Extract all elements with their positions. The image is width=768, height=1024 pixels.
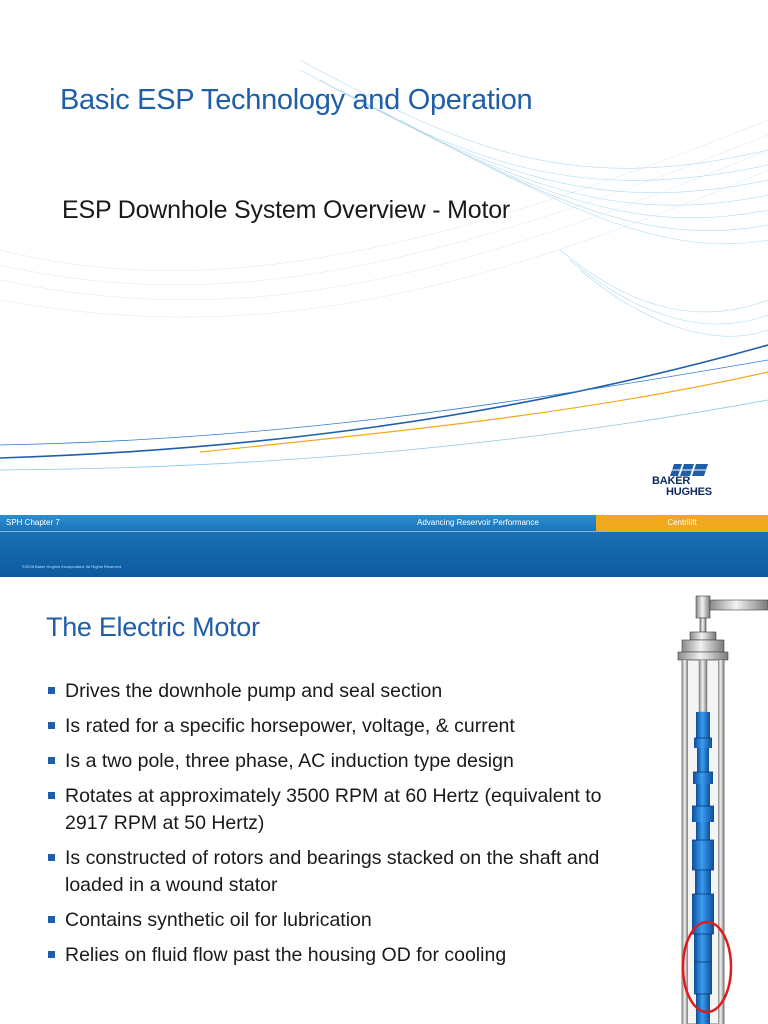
bullet-list <box>48 678 638 977</box>
baker-hughes-logo-text: BAKER HUGHES <box>652 475 712 498</box>
bullet-icon <box>48 854 55 861</box>
list-item: Relies on fluid flow past the housing OD for cooling <box>48 942 638 969</box>
footer-copyright: ©2008 Baker Hughes Incorporated. All Rights Reserved. <box>22 564 123 569</box>
bullet-icon <box>48 916 55 923</box>
bullet-icon <box>48 687 55 694</box>
bullet-icon <box>48 792 55 799</box>
bullet-icon <box>48 722 55 729</box>
slide-footer <box>0 515 768 577</box>
list-item: Drives the downhole pump and seal section <box>48 678 638 705</box>
esp-downhole-diagram <box>672 590 768 1024</box>
presentation-title: Basic ESP Technology and Operation <box>60 84 533 116</box>
section-title: The Electric Motor <box>46 612 260 642</box>
bullet-icon <box>48 951 55 958</box>
list-item: Is rated for a specific horsepower, voltage, & current <box>48 713 638 740</box>
list-item: Is a two pole, three phase, AC induction type design <box>48 748 638 775</box>
footer-brand: Centrilift <box>596 515 768 531</box>
footer-chapter: SPH Chapter 7 <box>6 518 60 527</box>
list-item: Rotates at approximately 3500 RPM at 60 Hertz (equivalent to 2917 RPM at 50 Hertz) <box>48 783 638 837</box>
list-item: Contains synthetic oil for lubrication <box>48 907 638 934</box>
presentation-subtitle: ESP Downhole System Overview - Motor <box>62 196 511 224</box>
bullet-icon <box>48 757 55 764</box>
list-item: Is constructed of rotors and bearings stacked on the shaft and loaded in a wound stator <box>48 845 638 899</box>
footer-tagline: Advancing Reservoir Performance <box>417 518 539 527</box>
